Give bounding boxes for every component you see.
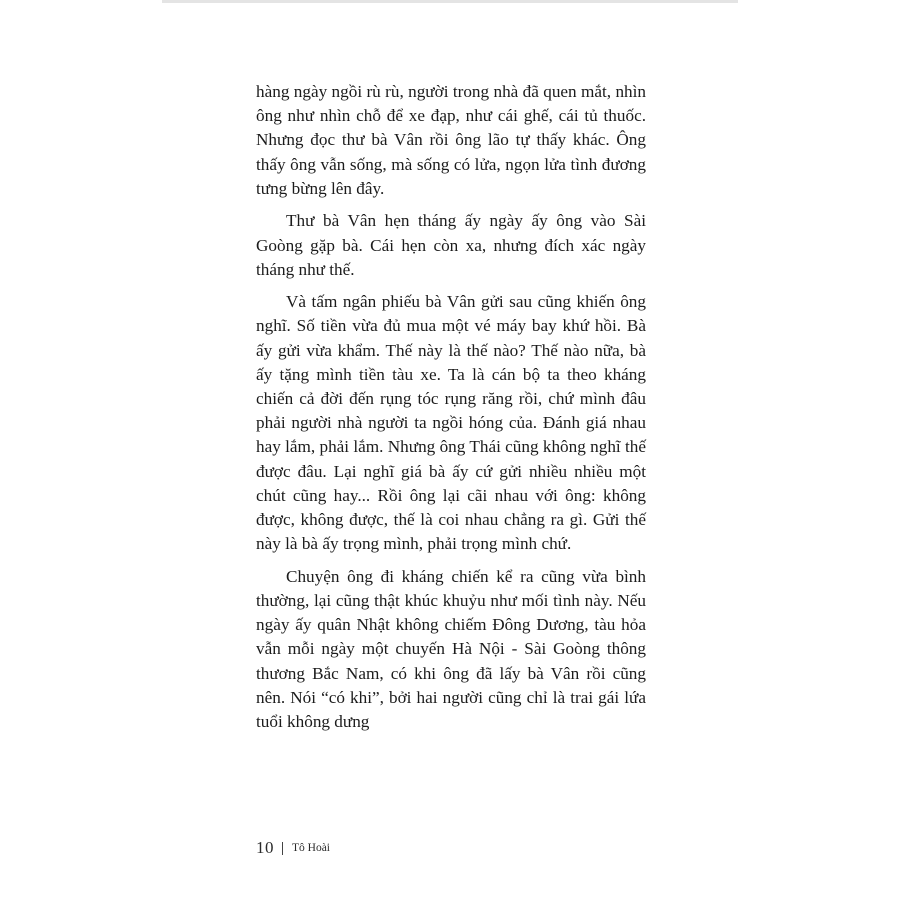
page-top-edge	[162, 0, 738, 3]
page-footer	[256, 838, 330, 858]
body-text	[256, 80, 646, 742]
paragraph-1: hàng ngày ngồi rù rù, người trong nhà đã quen mắt, nhìn ông như nhìn chỗ để xe đạp, như cái ghế, cái tủ thuốc. Nhưng đọc thư bà Vân rồi ông lão tự thấy khác. Ông thấy ông vẫn sống, mà sống có lửa, ngọn lửa tình đương tưng bừng lên đây.	[256, 82, 646, 198]
footer-divider	[282, 842, 283, 855]
page-number: 10	[256, 838, 274, 857]
paragraph-3: Và tấm ngân phiếu bà Vân gửi sau cũng khiến ông nghĩ. Số tiền vừa đủ mua một vé máy bay khứ hồi. Bà ấy gửi vừa khẩm. Thế này là thế nào? Thế nào nữa, bà ấy tặng mình tiền tàu xe. Ta là cán bộ ta theo kháng chiến cả đời đến rụng tóc rụng răng rồi, chứ mình đâu phải người nhà người ta ngồi hóng của. Đánh giá nhau hay lắm, phải lắm. Nhưng ông Thái cũng không nghĩ thế được đâu. Lại nghĩ giá bà ấy cứ gửi nhiều nhiều một chút cũng hay... Rồi ông lại cãi nhau với ông: không được, không được, thế là coi nhau chẳng ra gì. Gửi thế này là bà ấy trọng mình, phải trọng mình chứ.	[256, 292, 646, 554]
running-head-author: Tô Hoài	[292, 842, 331, 854]
paragraph-2: Thư bà Vân hẹn tháng ấy ngày ấy ông vào Sài Goòng gặp bà. Cái hẹn còn xa, nhưng đích xác ngày tháng như thế.	[256, 211, 646, 279]
paragraph-4: Chuyện ông đi kháng chiến kể ra cũng vừa bình thường, lại cũng thật khúc khuỷu như mối tình này. Nếu ngày ấy quân Nhật không chiếm Đông Dương, tàu hỏa vẫn mỗi ngày một chuyến Hà Nội - Sài Goòng thông thương Bắc Nam, có khi ông đã lấy bà Vân rồi cũng nên. Nói “có khi”, bởi hai người cũng chỉ là trai gái lứa tuổi không dưng	[256, 566, 646, 731]
